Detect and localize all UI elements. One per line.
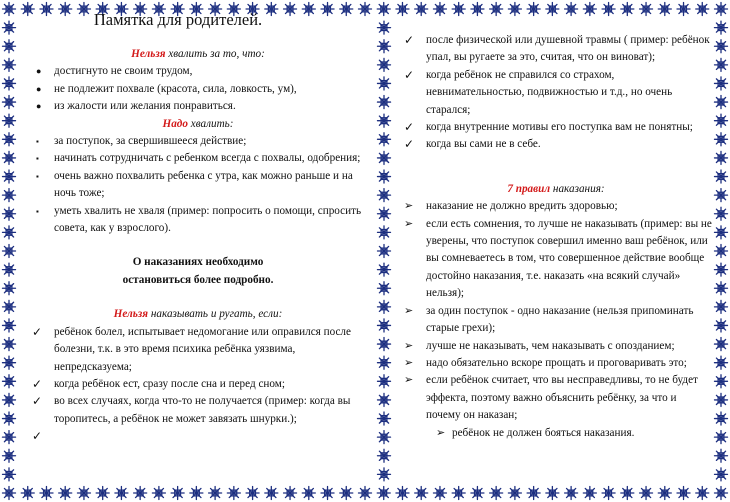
snowflake-ornament-icon [527,487,540,500]
heading-text: наказания: [550,182,605,195]
square-bullet-icon: ▪ [36,154,39,164]
heading-text: хвалить за то, что: [165,48,265,60]
snowflake-ornament-icon [378,356,391,369]
snowflake-ornament-icon [621,487,634,500]
snowflake-ornament-icon [378,319,391,332]
bullet-icon: ● [36,101,42,112]
list-item [28,98,368,115]
arrow-bullet-icon: ➢ [404,339,414,352]
check-icon: ✓ [404,33,415,47]
snowflake-ornament-icon [715,393,728,406]
list-item [400,425,712,442]
snowflake-ornament-icon [583,3,596,16]
snowflake-ornament-icon [715,468,728,481]
snowflake-ornament-icon [378,77,391,90]
list-item [400,355,712,372]
arrow-bullet-icon: ➢ [404,217,414,230]
snowflake-ornament-icon [302,487,315,500]
snowflake-ornament-icon [715,487,728,500]
snowflake-ornament-icon [696,487,709,500]
snowflake-ornament-icon [715,245,728,258]
snowflake-ornament-icon [3,207,16,220]
snowflake-ornament-icon [227,487,240,500]
snowflake-ornament-icon [3,263,16,276]
heading-red-word: Нельзя [113,308,149,321]
snowflake-ornament-icon [59,487,72,500]
snowflake-ornament-icon [3,245,16,258]
punish-forbidden-list [28,324,368,444]
snowflake-ornament-icon [265,487,278,500]
snowflake-ornament-icon [490,3,503,16]
punish-forbidden-heading [28,306,368,323]
snowflake-ornament-icon [3,77,16,90]
list-item [28,376,368,393]
list-item-text: если ребёнок считает, что вы несправедливы, то не будет эффекта, поэтому важно объяснить ребёнку, за что и почему он наказан; [426,374,698,422]
left-column [28,10,368,444]
snowflake-ornament-icon [3,133,16,146]
snowflake-ornament-icon [3,40,16,53]
snowflake-ornament-icon [658,487,671,500]
snowflake-ornament-icon [3,356,16,369]
list-item-text: начинать сотрудничать с ребенком всегда с похвалы, одобрения; [54,152,361,165]
check-icon: ✓ [404,120,415,135]
snowflake-ornament-icon [378,40,391,53]
snowflake-ornament-icon [40,487,53,500]
snowflake-ornament-icon [3,96,16,109]
snowflake-ornament-icon [715,300,728,313]
snowflake-ornament-icon [378,58,391,71]
punish-forbidden-list-continued [400,32,712,154]
snowflake-ornament-icon [378,151,391,164]
snowflake-ornament-icon [3,375,16,388]
snowflake-ornament-icon [3,487,16,500]
seven-rules-list [400,198,712,442]
snowflake-ornament-icon [378,263,391,276]
snowflake-ornament-icon [3,189,16,202]
snowflake-ornament-icon [3,21,16,34]
snowflake-ornament-icon [378,282,391,295]
snowflake-ornament-icon [715,431,728,444]
right-column [400,32,712,442]
snowflake-ornament-icon [715,263,728,276]
list-item-text: ребёнок болел, испытывает недомогание или оправился после болезни, т.к. в это время психика ребёнка уязвима, непредсказуема; [54,325,351,373]
snowflake-ornament-icon [715,21,728,34]
snowflake-ornament-icon [3,319,16,332]
list-item-text: лучше не наказывать, чем наказывать с опозданием; [426,339,675,352]
snowflake-ornament-icon [471,487,484,500]
snowflake-ornament-icon [715,338,728,351]
snowflake-ornament-icon [546,3,559,16]
snowflake-ornament-icon [378,21,391,34]
bullet-icon: ● [36,83,42,94]
snowflake-ornament-icon [452,487,465,500]
arrow-bullet-icon: ➢ [404,374,414,387]
snowflake-ornament-icon [715,356,728,369]
snowflake-ornament-icon [565,3,578,16]
praise-required-list [28,133,368,237]
snowflake-ornament-icon [471,3,484,16]
snowflake-ornament-icon [715,189,728,202]
square-bullet-icon: ▪ [36,171,39,181]
snowflake-ornament-icon [715,207,728,220]
snowflake-ornament-icon [3,468,16,481]
snowflake-ornament-icon [490,487,503,500]
snowflake-ornament-icon [415,3,428,16]
snowflake-ornament-icon [3,170,16,183]
list-item-text: во всех случаях, когда что-то не получается (пример: когда вы торопитесь, а ребёнок не может завязать шнурки.); [54,395,351,425]
snowflake-ornament-icon [3,449,16,462]
check-icon: ✓ [32,324,43,339]
check-icon: ✓ [32,376,43,391]
list-item [400,198,712,215]
square-bullet-icon: ▪ [36,206,39,216]
snowflake-ornament-icon [209,487,222,500]
heading-text: хвалить: [187,117,234,130]
snowflake-ornament-icon [715,77,728,90]
snowflake-ornament-icon [378,338,391,351]
snowflake-ornament-icon [378,226,391,239]
snowflake-ornament-icon [3,58,16,71]
list-item [400,303,712,338]
list-item [28,150,368,167]
snowflake-ornament-icon [715,151,728,164]
list-item-text: не подлежит похвале (красота, сила, ловкость, ум), [54,82,297,95]
snowflake-ornament-icon [602,487,615,500]
list-item [400,136,712,153]
snowflake-ornament-icon [340,487,353,500]
snowflake-ornament-icon [377,487,390,500]
list-item [400,32,712,67]
list-item [28,324,368,376]
snowflake-ornament-icon [640,3,653,16]
list-item [400,372,712,424]
list-item-text: когда ребёнок не справился со страхом, невнимательностью, подвижностью и т.д., но очень старался; [426,68,673,116]
snowflake-ornament-icon [640,487,653,500]
snowflake-ornament-icon [96,487,109,500]
snowflake-ornament-icon [3,338,16,351]
list-item-text: после физической или душевной травмы ( пример: ребёнок упал, вы ругаете за это, считая, что он виноват); [426,34,710,64]
praise-forbidden-heading [28,46,368,63]
page-title: Памятка для родителей. [93,10,263,29]
arrow-bullet-icon: ➢ [436,426,446,439]
snowflake-ornament-icon [3,151,16,164]
snowflake-ornament-icon [378,300,391,313]
list-item-text: достигнуто не своим трудом, [54,65,193,78]
snowflake-ornament-icon [378,189,391,202]
snowflake-ornament-icon [3,282,16,295]
snowflake-ornament-icon [508,487,521,500]
snowflake-ornament-icon [21,487,34,500]
bullet-icon: ● [36,66,42,77]
check-icon: ✓ [32,394,43,409]
praise-forbidden-list [28,63,368,115]
list-item-text: надо обязательно вскоре прощать и проговаривать это; [426,356,687,369]
praise-required-heading [28,116,368,133]
snowflake-ornament-icon [378,431,391,444]
list-item-text: за поступок, за свершившееся действие; [54,135,247,148]
snowflake-ornament-icon [190,487,203,500]
list-item [28,81,368,98]
snowflake-ornament-icon [433,487,446,500]
snowflake-ornament-icon [171,487,184,500]
snowflake-ornament-icon [3,3,16,16]
snowflake-ornament-icon [658,3,671,16]
list-item [400,119,712,136]
snowflake-ornament-icon [378,412,391,425]
list-item [28,393,368,428]
snowflake-ornament-icon [715,319,728,332]
snowflake-ornament-icon [677,487,690,500]
snowflake-ornament-icon [696,3,709,16]
snowflake-ornament-icon [715,375,728,388]
snowflake-ornament-icon [715,58,728,71]
list-item-text: наказание не должно вредить здоровью; [426,200,618,213]
snowflake-ornament-icon [134,487,147,500]
list-item-text: когда ребёнок ест, сразу после сна и перед сном; [54,377,285,390]
snowflake-ornament-icon [3,300,16,313]
snowflake-ornament-icon [508,3,521,16]
snowflake-ornament-icon [396,487,409,500]
snowflake-ornament-icon [715,170,728,183]
check-icon: ✓ [404,67,415,82]
snowflake-ornament-icon [565,487,578,500]
snowflake-ornament-icon [378,96,391,109]
snowflake-ornament-icon [433,3,446,16]
snowflake-ornament-icon [715,3,728,16]
snowflake-ornament-icon [3,431,16,444]
check-icon: ✓ [32,429,43,444]
snowflake-ornament-icon [359,487,372,500]
snowflake-ornament-icon [115,487,128,500]
snowflake-ornament-icon [3,114,16,127]
snowflake-ornament-icon [546,487,559,500]
snowflake-ornament-icon [452,3,465,16]
snowflake-ornament-icon [3,226,16,239]
snowflake-ornament-icon [378,207,391,220]
snowflake-ornament-icon [583,487,596,500]
snowflake-ornament-icon [415,487,428,500]
list-item-text: если есть сомнения, то лучше не наказывать (пример: вы не уверены, что поступок совершил именно ваш ребёнок, или вы сомневаетесь в том, что совершенное действие вообще достойно наказания, т.е. наказать «на всякий случай» нельзя); [426,217,712,300]
snowflake-ornament-icon [378,449,391,462]
list-item [28,203,368,238]
list-item-text: ребёнок не должен бояться наказания. [452,426,635,439]
list-item [400,216,712,303]
arrow-bullet-icon: ➢ [404,304,414,317]
snowflake-ornament-icon [152,487,165,500]
snowflake-ornament-icon [378,114,391,127]
snowflake-ornament-icon [715,282,728,295]
snowflake-ornament-icon [715,412,728,425]
snowflake-ornament-icon [377,3,390,16]
punishment-heading-line2: остановиться более подробно. [122,273,274,286]
punishment-heading-line1: О наказаниях необходимо [132,256,264,269]
snowflake-ornament-icon [715,133,728,146]
snowflake-ornament-icon [378,170,391,183]
arrow-bullet-icon: ➢ [404,200,414,213]
snowflake-ornament-icon [284,487,297,500]
snowflake-ornament-icon [246,487,259,500]
snowflake-ornament-icon [715,449,728,462]
list-item [28,168,368,203]
snowflake-ornament-icon [677,3,690,16]
list-item [28,63,368,80]
snowflake-ornament-icon [396,3,409,16]
list-item-text: очень важно похвалить ребенка с утра, как можно раньше и на ночь тоже; [54,169,353,200]
snowflake-ornament-icon [378,468,391,481]
check-icon: ✓ [404,137,415,152]
snowflake-ornament-icon [378,245,391,258]
snowflake-ornament-icon [715,226,728,239]
snowflake-ornament-icon [378,133,391,146]
list-item [400,67,712,119]
snowflake-ornament-icon [621,3,634,16]
list-item-text: когда вы сами не в себе. [426,138,541,151]
snowflake-ornament-icon [3,393,16,406]
snowflake-ornament-icon [602,3,615,16]
snowflake-ornament-icon [378,375,391,388]
heading-red-word: Надо [162,117,188,130]
snowflake-ornament-icon [527,3,540,16]
list-item-text: когда внутренние мотивы его поступка вам не понятны; [426,121,693,134]
snowflake-ornament-icon [715,114,728,127]
snowflake-ornament-icon [77,487,90,500]
arrow-bullet-icon: ➢ [404,356,414,369]
snowflake-ornament-icon [321,487,334,500]
square-bullet-icon: ▪ [36,137,39,147]
seven-rules-heading [400,181,712,198]
snowflake-ornament-icon [715,96,728,109]
list-item [400,338,712,355]
snowflake-ornament-icon [378,393,391,406]
list-item-text: из жалости или желания понравиться. [54,100,236,113]
snowflake-ornament-icon [715,40,728,53]
heading-red-word: 7 правил [507,182,551,195]
list-item [28,133,368,150]
heading-red-word: Нельзя [131,48,166,60]
snowflake-ornament-icon [3,412,16,425]
heading-text: наказывать и ругать, если: [148,308,283,321]
list-item-text: за один поступок - одно наказание (нельзя припоминать старые грехи); [426,304,694,335]
list-item-text: уметь хвалить не хваля (пример: попросить о помощи, спросить совета, как у взрослого). [54,204,362,235]
